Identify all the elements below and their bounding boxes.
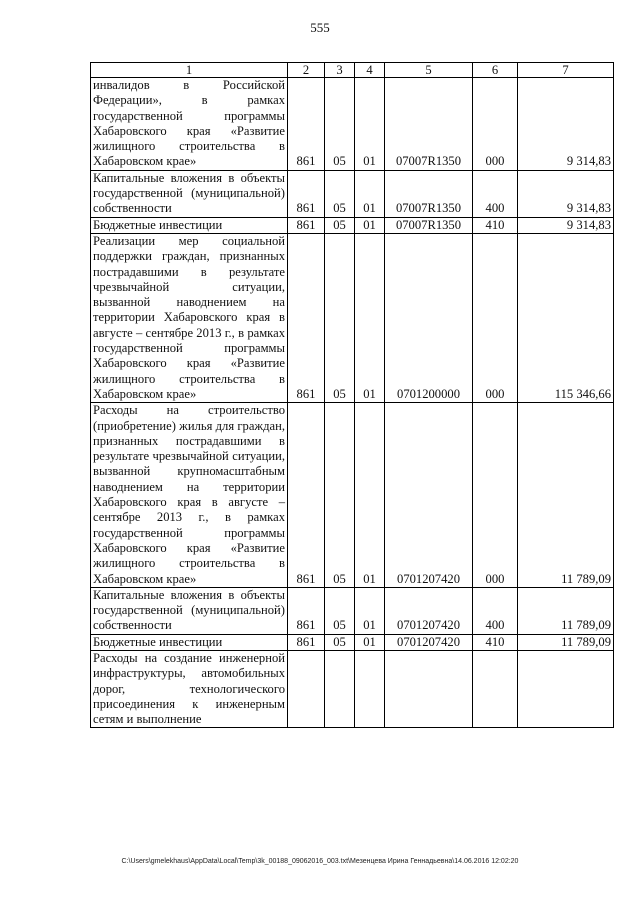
row-expense-type: 410: [473, 634, 518, 650]
header-col-6: 6: [473, 63, 518, 78]
row-ministry-code: 861: [288, 634, 325, 650]
row-ministry-code: [288, 650, 325, 727]
row-name: Бюджетные инвестиции: [91, 217, 288, 233]
row-expense-type: 410: [473, 217, 518, 233]
row-name: Расходы на строительство (приобретение) жилья для граждан, признанных пострадавшими в результате чрезвычайной ситуации, вызванной крупномасштабным наводнением на территории Хабаровского края в августе – сентябре 2013 г., в рамках государственной программы Хабаровского края «Развитие жилищного строительства в Хабаровском крае»: [91, 403, 288, 588]
row-amount: 9 314,83: [518, 217, 614, 233]
budget-table: [90, 62, 614, 728]
table-row: [91, 587, 614, 634]
row-ministry-code: 861: [288, 233, 325, 402]
table-row: [91, 403, 614, 588]
row-name: Капитальные вложения в объекты государственной (муниципальной) собственности: [91, 587, 288, 634]
row-subsection-code: 01: [355, 217, 385, 233]
row-ministry-code: 861: [288, 587, 325, 634]
header-col-5: 5: [385, 63, 473, 78]
row-section-code: 05: [325, 634, 355, 650]
page-number: 555: [310, 20, 330, 35]
header-col-1: 1: [91, 63, 288, 78]
header-row: [91, 63, 614, 78]
row-ministry-code: 861: [288, 403, 325, 588]
row-subsection-code: 01: [355, 634, 385, 650]
row-name: Реализации мер социальной поддержки граждан, признанных пострадавшими в результате чрезвычайной ситуации, вызванной наводнением на территории Хабаровского края в августе – сентябре 2013 г., в рамках государственной программы Хабаровского края «Развитие жилищного строительства в Хабаровском крае»: [91, 233, 288, 402]
row-section-code: 05: [325, 217, 355, 233]
row-target-code: 07007R1350: [385, 170, 473, 217]
row-subsection-code: 01: [355, 233, 385, 402]
row-target-code: 07007R1350: [385, 217, 473, 233]
row-amount: 115 346,66: [518, 233, 614, 402]
row-subsection-code: 01: [355, 78, 385, 171]
row-ministry-code: 861: [288, 217, 325, 233]
table-row: [91, 650, 614, 727]
row-section-code: 05: [325, 587, 355, 634]
row-subsection-code: 01: [355, 587, 385, 634]
row-target-code: 0701207420: [385, 403, 473, 588]
row-amount: 11 789,09: [518, 403, 614, 588]
row-amount: 11 789,09: [518, 587, 614, 634]
header-col-3: 3: [325, 63, 355, 78]
row-section-code: [325, 650, 355, 727]
table-row: [91, 233, 614, 402]
row-section-code: 05: [325, 78, 355, 171]
row-section-code: 05: [325, 233, 355, 402]
row-ministry-code: 861: [288, 170, 325, 217]
table-row: [91, 634, 614, 650]
row-target-code: 0701200000: [385, 233, 473, 402]
row-name: Расходы на создание инженерной инфраструктуры, автомобильных дорог, технологического присоединения к инженерным сетям и выполнение: [91, 650, 288, 727]
table-row: [91, 217, 614, 233]
row-ministry-code: 861: [288, 78, 325, 171]
header-col-4: 4: [355, 63, 385, 78]
table-row: [91, 78, 614, 171]
row-expense-type: 000: [473, 233, 518, 402]
row-target-code: [385, 650, 473, 727]
row-expense-type: 400: [473, 170, 518, 217]
row-target-code: 0701207420: [385, 634, 473, 650]
row-amount: [518, 650, 614, 727]
row-section-code: 05: [325, 403, 355, 588]
footer-file-path: C:\Users\gmelekhaus\AppData\Local\Temp\3k_00188_09062016_003.txt\Мезенцева Ирина Геннадьевна\14.06.2016 12:02:20: [121, 858, 519, 865]
table-row: [91, 170, 614, 217]
row-subsection-code: 01: [355, 403, 385, 588]
header-col-7: 7: [518, 63, 614, 78]
row-subsection-code: 01: [355, 170, 385, 217]
row-amount: 11 789,09: [518, 634, 614, 650]
row-name: инвалидов в Российской Федерации», в рамках государственной программы Хабаровского края «Развитие жилищного строительства в Хабаровском крае»: [91, 78, 288, 171]
row-section-code: 05: [325, 170, 355, 217]
row-name: Бюджетные инвестиции: [91, 634, 288, 650]
row-expense-type: [473, 650, 518, 727]
row-subsection-code: [355, 650, 385, 727]
row-name: Капитальные вложения в объекты государственной (муниципальной) собственности: [91, 170, 288, 217]
header-col-2: 2: [288, 63, 325, 78]
row-expense-type: 000: [473, 403, 518, 588]
row-amount: 9 314,83: [518, 78, 614, 171]
row-target-code: 0701207420: [385, 587, 473, 634]
row-amount: 9 314,83: [518, 170, 614, 217]
row-target-code: 07007R1350: [385, 78, 473, 171]
row-expense-type: 000: [473, 78, 518, 171]
row-expense-type: 400: [473, 587, 518, 634]
